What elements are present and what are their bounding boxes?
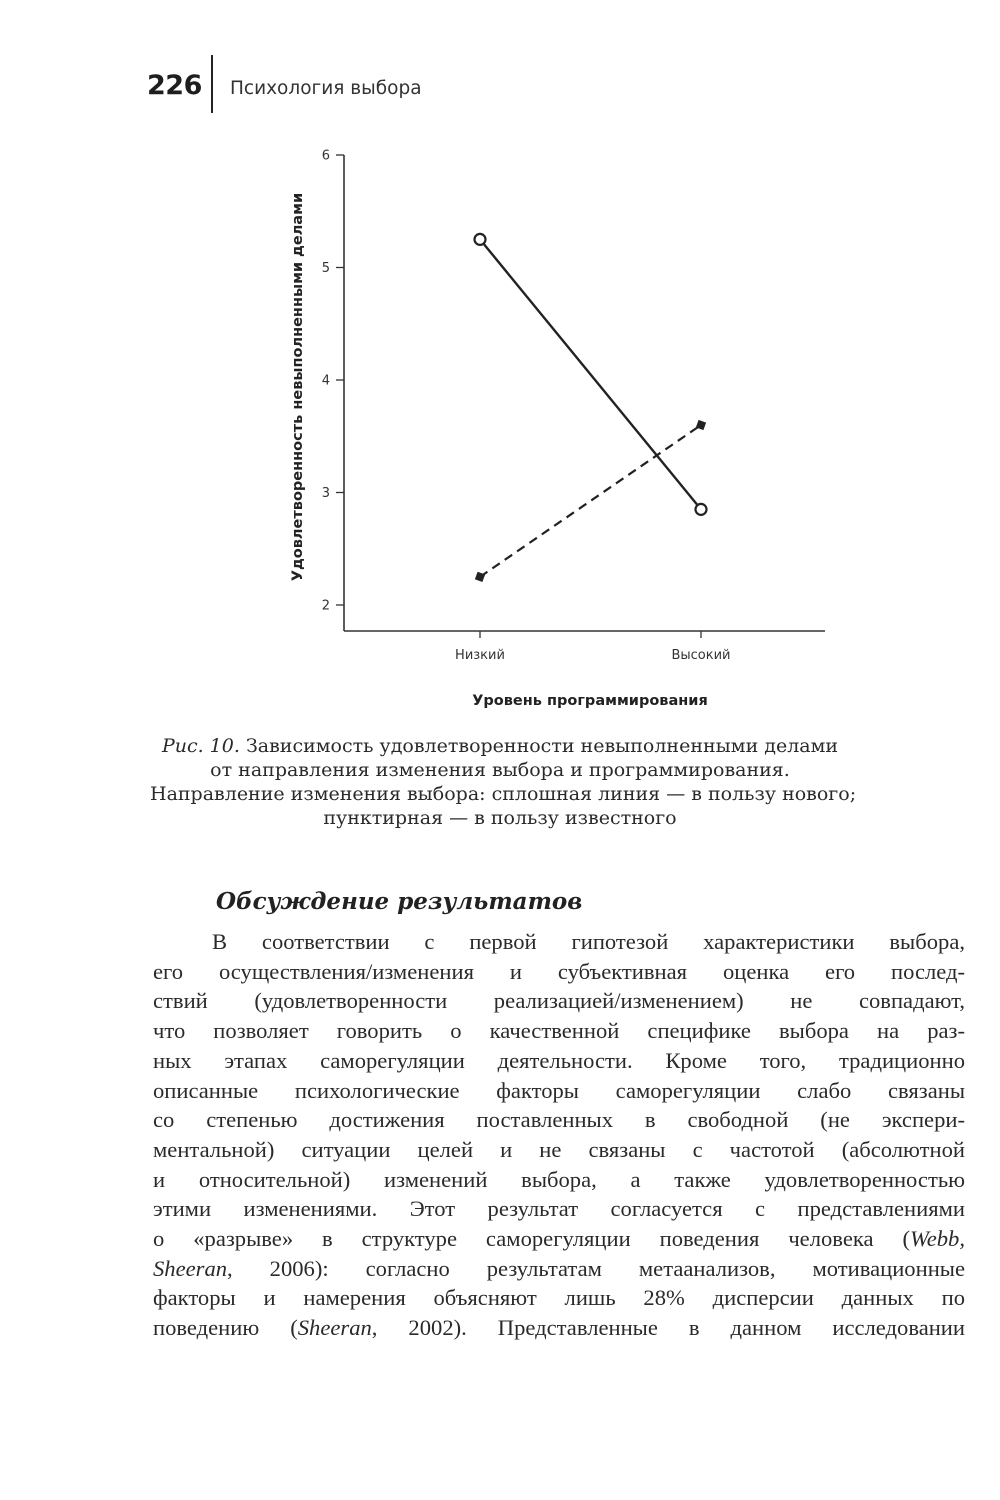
figure-caption [150,734,857,830]
text-line: о «разрыве» в структуре саморегуляции поведения человека (Webb, [153,1226,965,1252]
chart-axes [344,155,825,631]
citation-author: Sheeran [153,1255,228,1281]
running-title: Психология выбора [230,78,422,99]
figure-label: Рис. 10. [161,735,240,757]
series-dashed [475,420,706,582]
y-tick-label: 2 [321,598,330,614]
text-line: ных этапах саморегуляции деятельности. Кроме того, традиционно [153,1047,965,1073]
text-line: поведению (Sheeran, 2002). Представленные в данном исследовании [153,1315,965,1341]
x-tick-label: Низкий [455,648,505,663]
y-tick-label: 6 [321,148,330,164]
caption-line-3: Направление изменения выбора: сплошная линия — в пользу нового; [150,783,857,805]
text-line: факторы и намерения объясняют лишь 28% дисперсии данных по [153,1285,965,1311]
section-heading: Обсуждение результатов [216,888,583,915]
y-ticks [322,149,344,614]
text-line: описанные психологические факторы саморегуляции слабо связаны [153,1077,965,1103]
line-chart [0,0,1000,720]
caption-line-2: от направления изменения выбора и программирования. [210,759,790,781]
citation-author: Sheeran [297,1315,372,1341]
text-line: его осуществления/изменения и субъективная оценка его послед- [153,958,965,984]
series-line [480,425,701,577]
text-line: ствий (удовлетворенности реализацией/изменением) не совпадают, [153,988,965,1014]
y-axis-title: Удовлетворенность невыполненными делами [290,192,306,582]
y-tick-label: 4 [321,373,330,389]
data-point-circle [696,504,707,515]
text-line: В соответствии с первой гипотезой характеристики выбора, [212,929,965,954]
y-tick-label: 5 [321,261,330,276]
caption-line-1: Рис. 10. Зависимость удовлетворенности невыполненными делами [161,735,839,757]
text-line: и относительной) изменений выбора, а также удовлетворенностью [153,1166,965,1192]
text-line: Sheeran, 2006): согласно результатам метаанализов, мотивационные [153,1255,965,1281]
series-solid [475,234,707,515]
citation-author: Webb, [909,1226,965,1252]
chart-series [475,234,707,582]
body-paragraph [153,927,965,1343]
text-line: ментальной) ситуации целей и не связаны с частотой (абсолютной [153,1136,965,1162]
page-number: 226 [147,70,202,101]
text-line: этими изменениями. Этот результат согласуется с представлениями [153,1196,965,1222]
x-ticks [455,631,730,663]
caption-line-4: пунктирная — в пользу известного [323,807,677,829]
x-tick-label: Высокий [671,648,731,663]
x-axis-title: Уровень программирования [472,693,708,709]
text-line: что позволяет говорить о качественной специфике выбора на раз- [153,1018,965,1044]
text-line: со степенью достижения поставленных в свободной (не экспери- [153,1107,965,1133]
series-line [480,239,701,509]
y-tick-label: 3 [321,486,330,501]
data-point-circle [475,234,486,245]
